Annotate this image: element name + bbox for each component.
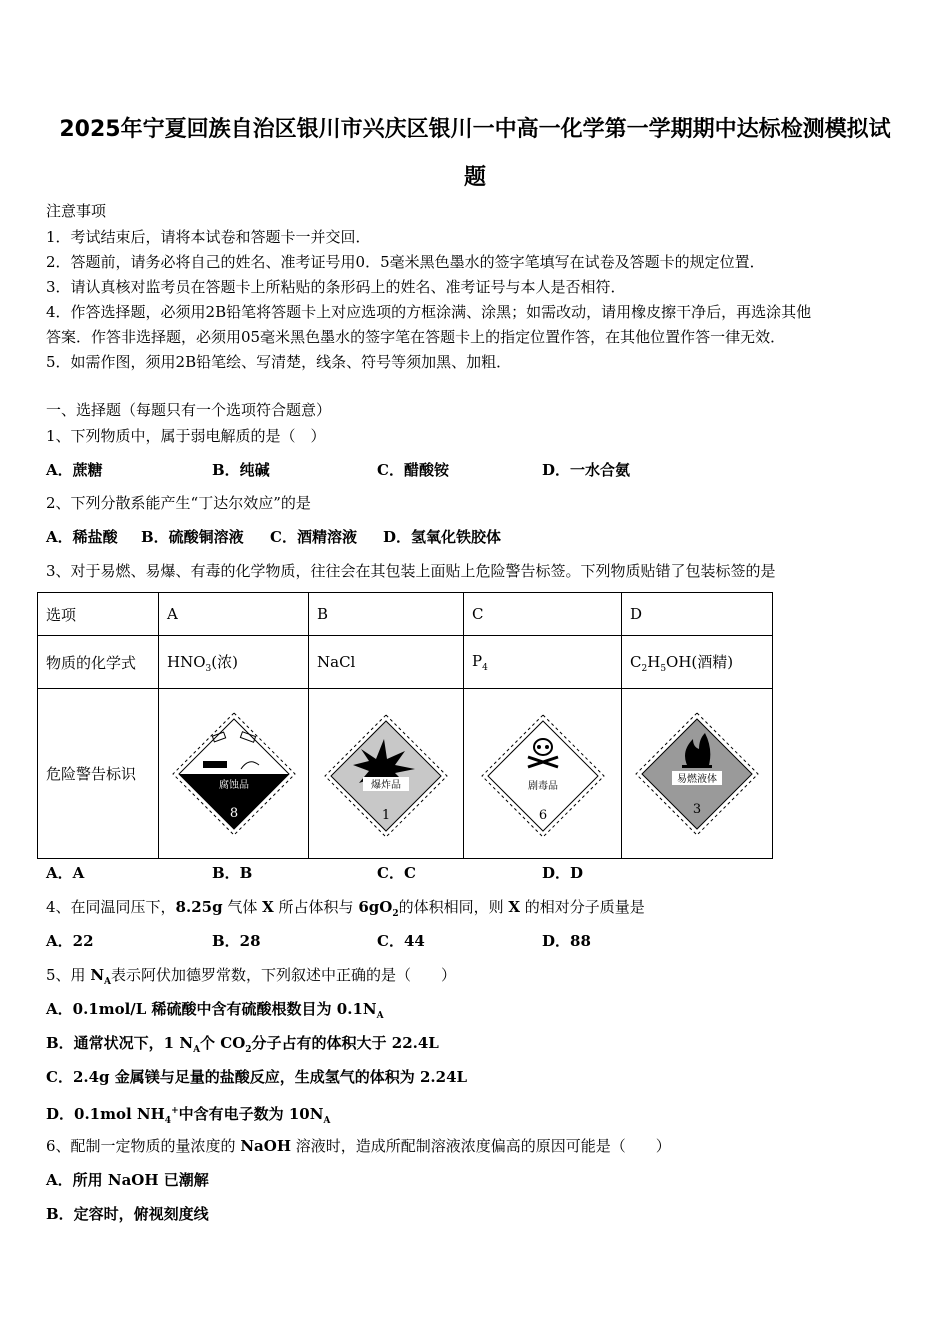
notice-item: 3．请认真核对监考员在答题卡上所粘贴的条形码上的姓名、准考证号与本人是否相符． (46, 278, 626, 296)
explosive-sign-icon (321, 709, 451, 839)
notice-heading: 注意事项 (46, 202, 107, 220)
q5-option-a: A．0.1mol/L 稀硫酸中含有硫酸根数目为 $0.1N_A$ (46, 1000, 384, 1021)
section-heading: 一、选择题（每题只有一个选项符合题意） (46, 401, 332, 419)
row-label: 危险警告标识 (38, 689, 159, 859)
q2-option-c: C．酒精溶液 (270, 528, 357, 546)
q4-option-a: A．22 (46, 932, 94, 950)
sign-cell-d (622, 689, 773, 859)
sign-cell-c (464, 689, 622, 859)
q4-stem: 4、在同温同压下，8.25g 气体 X 所占体积与 $6gO_2$的体积相同，则 X 的相对分子质量是 (46, 898, 645, 919)
page-title-cont: 题 (463, 165, 486, 190)
q2-option-a: A．稀盐酸 (46, 528, 118, 546)
page-title: 2025年宁夏回族自治区银川市兴庆区银川一中高一化学第一学期期中达标检测模拟试 (59, 117, 891, 142)
q6-option-a: A．所用 NaOH 已潮解 (46, 1171, 209, 1189)
q3-option-d: D．D (542, 864, 584, 882)
q1-option-d: D．一水合氨 (542, 461, 631, 479)
q6-option-b: B．定容时，俯视刻度线 (46, 1205, 209, 1223)
col-b: B (309, 593, 464, 636)
q5-option-b: B．通常状况下，1 $N_A$个 $CO_2$分子占有的体积大于 22.4L (46, 1034, 439, 1055)
col-a: A (159, 593, 309, 636)
corrosive-sign-icon (169, 709, 299, 839)
q3-option-c: C．C (377, 864, 416, 882)
q4-option-d: D．88 (542, 932, 591, 950)
q3-stem: 3、对于易燃、易爆、有毒的化学物质，往往会在其包装上面贴上危险警告标签。下列物质贴错了包装标签的是 (46, 562, 776, 580)
sign-cell-b (309, 689, 464, 859)
q4-option-c: C．44 (377, 932, 425, 950)
col-c: C (464, 593, 622, 636)
svg-text:易燃液体: 易燃液体 (677, 773, 717, 785)
formula-d: $C_2H_5OH$(酒精) (622, 636, 773, 689)
sign-cell-a (159, 689, 309, 859)
svg-text:3: 3 (692, 801, 702, 817)
hazard-label-table (37, 592, 773, 859)
q6-stem: 6、配制一定物质的量浓度的 NaOH 溶液时，造成所配制溶液浓度偏高的原因可能是（ ） (46, 1137, 671, 1155)
notice-item: 2．答题前，请务必将自己的姓名、准考证号用0．5毫米黑色墨水的签字笔填写在试卷及答题卡的规定位置． (46, 253, 765, 271)
notice-item: 答案．作答非选择题，必须用05毫米黑色墨水的签字笔在答题卡上的指定位置作答，在其他位置作答一律无效． (46, 328, 786, 346)
formula-a: $HNO_3$(浓) (159, 636, 309, 689)
notice-item: 4．作答选择题，必须用2B铅笔将答题卡上对应选项的方框涂满、涂黑；如需改动，请用橡皮擦干净后，再选涂其他 (46, 303, 812, 321)
q1-option-c: C．醋酸铵 (377, 461, 449, 479)
col-d: D (622, 593, 773, 636)
q5-stem: 5、用 $N_A$表示阿伏加德罗常数，下列叙述中正确的是（ ） (46, 966, 457, 987)
q2-option-d: D．氢氧化铁胶体 (383, 528, 502, 546)
q3-option-b: B．B (212, 864, 253, 882)
formula-b: NaCl (309, 636, 464, 689)
toxic-sign-icon (478, 709, 608, 839)
svg-text:剧毒品: 剧毒品 (527, 780, 558, 792)
formula-c: $P_4$ (464, 636, 622, 689)
q1-stem: 1、下列物质中，属于弱电解质的是（ ） (46, 427, 326, 445)
notice-item: 5．如需作图，须用2B铅笔绘、写清楚，线条、符号等须加黑、加粗． (46, 353, 512, 371)
q1-option-b: B．纯碱 (212, 461, 270, 479)
svg-text:腐蚀品: 腐蚀品 (218, 779, 249, 791)
q3-option-a: A．A (46, 864, 85, 882)
q1-option-a: A．蔗糖 (46, 461, 103, 479)
svg-text:1: 1 (381, 807, 391, 823)
q5-option-c: C．2.4g 金属镁与足量的盐酸反应，生成氢气的体积为 2.24L (46, 1068, 468, 1086)
row-label: 物质的化学式 (38, 636, 159, 689)
q4-option-b: B．28 (212, 932, 261, 950)
q5-option-d: D．0.1mol $NH_4^+$中含有电子数为 $10N_A$ (46, 1105, 331, 1126)
notice-item: 1．考试结束后，请将本试卷和答题卡一并交回． (46, 228, 371, 246)
q2-stem: 2、下列分散系能产生“丁达尔效应”的是 (46, 494, 311, 512)
row-label: 选项 (38, 593, 159, 636)
svg-text:6: 6 (538, 807, 547, 823)
q2-option-b: B．硫酸铜溶液 (141, 528, 244, 546)
svg-text:爆炸品: 爆炸品 (371, 779, 401, 791)
flammable-liquid-sign-icon (632, 709, 762, 839)
svg-text:8: 8 (229, 805, 238, 821)
